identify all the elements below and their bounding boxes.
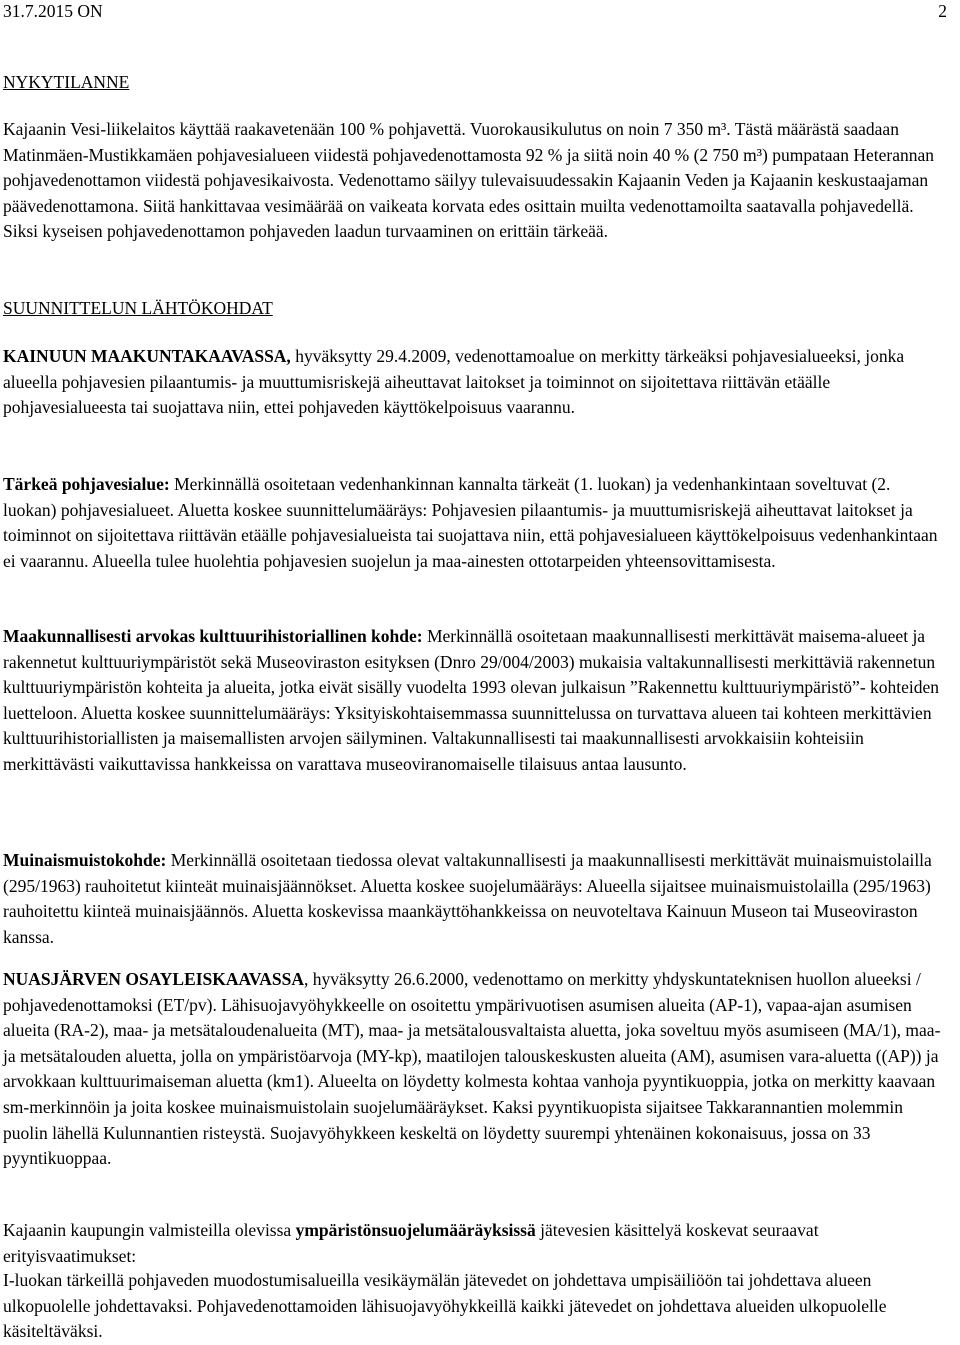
cultural-heritage-text: Merkinnällä osoitetaan maakunnallisesti merkittävät maisema-alueet ja rakennetut kulttuuriympäristöt sekä Museoviraston esityksen (Dnro 29/004/2003) mukaisia valtakunnallisesti merkittäviä rakennetun kulttuuriympäristön kohteita ja alueita, jotka eivät sisälly vuodelta 1993 olevan julkaisun ”Rakennettu kulttuuriympäristö”- kohteiden luetteloon. Aluetta koskee suunnittelumääräys: Yksityiskohtaisemmassa suunnittelussa on turvattava alueen tai kohteen merkittävien kulttuurihistoriallisten ja maisemallisten arvojen säilyminen. Valtakunnallisesti tai maakunnallisesti arvokkaisiin kohteisiin merkittävästi vaikuttavissa hankkeissa on varattava museoviranomaiselle tilaisuus antaa lausunto. (3, 626, 940, 774)
groundwater-area-label: Tärkeä pohjavesialue: (3, 474, 170, 494)
paragraph-ancient-monument (3, 848, 947, 950)
page-header (3, 0, 947, 26)
section-title-current-state: NYKYTILANNE (3, 72, 130, 92)
paragraph-master-plan (3, 967, 947, 1172)
header-date: 31.7.2015 ON (3, 1, 103, 21)
paragraph-wastewater-requirements: I-luokan tärkeillä pohjaveden muodostumisalueilla vesikäymälän jätevedet on johdettava umpisäiliöön tai johdettava alueen ulkopuolelle johdettavaksi. Pohjavedenottamoiden lähisuojavyöhykkeillä kaikki jätevedet on johdettava alueiden ulkopuolelle käsiteltäväksi. (3, 1270, 887, 1342)
master-plan-label: NUASJÄRVEN OSAYLEISKAAVASSA (3, 969, 305, 989)
paragraph-cultural-heritage (3, 624, 947, 778)
environmental-regulations-pre: Kajaanin kaupungin valmisteilla olevissa (3, 1220, 296, 1240)
master-plan-text: , hyväksytty 26.6.2000, vedenottamo on merkitty yhdyskuntateknisen huollon alueeksi / pohjavedenottamoksi (ET/pv). Lähisuojavyöhykkeelle on osoitettu ympärivuotisen asumisen alueita (AP-1), vapaa-ajan asumisen alueita (RA-2), maa- ja metsätaloudenalueita (MT), maa- ja metsätalousvaltaista aluetta, joka soveltuu myös asumiseen (MA/1), maa- ja metsätalouden aluetta, jolla on ympäristöarvoja (MY-kp), maatilojen talouskeskusten alueita (AM), asumisen vara-aluetta ((AP)) ja arvokkaan kulttuurimaiseman aluetta (km1). Alueelta on löydetty kolmesta kohtaa vanhoja pyyntikuoppia, jotka on merkitty kaavaan sm-merkinnöin ja joita koskee muinaismuistolain suojelumääräykset. Kaksi pyyntikuopista sijaitsee Takkarannantien molemmin puolin lähellä Kulunnantien risteystä. Suojavyöhykkeen keskeltä on löydetty suurempi yhtenäinen kokonaisuus, jossa on 33 pyyntikuoppaa. (3, 969, 941, 1169)
cultural-heritage-label: Maakunnallisesti arvokas kulttuurihistoriallinen kohde: (3, 626, 423, 646)
paragraph-regional-plan (3, 344, 947, 421)
section-title-planning-basis: SUUNNITTELUN LÄHTÖKOHDAT (3, 298, 273, 318)
groundwater-area-text: Merkinnällä osoitetaan vedenhankinnan kannalta tärkeät (1. luokan) ja vedenhankintaan soveltuvat (2. luokan) pohjavesialueet. Aluetta koskee suunnittelumääräys: Pohjavesien pilaantumis- ja muuttumisriskejä aiheuttavat laitokset ja toiminnot on sijoitettava riittävän etäälle pohjavesialueista tai suojattava niin, että pohjavesialueen käyttökelpoisuus vedenhankintaan ei vaarannu. Alueella tulee huolehtia pohjavesien suojelun ja maa-ainesten ottotarpeiden yhteensovittamisesta. (3, 474, 938, 571)
regional-plan-label: KAINUUN MAAKUNTAKAAVASSA, (3, 346, 291, 366)
regional-plan-text: hyväksytty 29.4.2009, vedenottamoalue on merkitty tärkeäksi pohjavesialueeksi, jonka alueella pohjavesien pilaantumis- ja muuttumisriskejä aiheuttavat laitokset ja toiminnot on sijoitettava riittävän etäälle pohjavesialueesta tai suojattava niin, ettei pohjaveden käyttökelpoisuus vaarannu. (3, 346, 905, 418)
paragraph-environmental-regulations (3, 1218, 947, 1269)
document-page (3, 0, 947, 1342)
environmental-regulations-label: ympäristönsuojelumääräyksissä (295, 1220, 536, 1240)
paragraph-groundwater-area (3, 472, 947, 574)
paragraph-current-state: Kajaanin Vesi-liikelaitos käyttää raakavetenään 100 % pohjavettä. Vuorokausikulutus on noin 7 350 m³. Tästä määrästä saadaan Matinmäen-Mustikkamäen pohjavesialueen viidestä pohjavedenottamosta 92 % ja siitä noin 40 % (2 750 m³) pumpataan Heterannan pohjavedenottamon viidestä pohjavesikaivosta. Vedenottamo säilyy tulevaisuudessakin Kajaanin Veden ja Kajaanin keskustaajaman päävedenottamona. Siitä hankittavaa vesimäärää on vaikeata korvata edes osittain muilta vedenottamoilta saatavalla pohjavedellä. Siksi kyseisen pohjavedenottamon pohjaveden laadun turvaaminen on erittäin tärkeää. (3, 119, 935, 242)
ancient-monument-label: Muinaismuistokohde: (3, 850, 167, 870)
ancient-monument-text: Merkinnällä osoitetaan tiedossa olevat valtakunnallisesti ja maakunnallisesti merkittävät muinaismuistolailla (295/1963) rauhoitetut kiinteät muinaisjäännökset. Aluetta koskee suojelumääräys: Alueella sijaitsee muinaismuistolailla (295/1963) rauhoitettu kiinteä muinaisjäännös. Aluetta koskevissa maankäyttöhankkeissa on neuvoteltava Kainuun Museon tai Museoviraston kanssa. (3, 850, 932, 947)
environmental-regulations-post: jätevesien käsittelyä koskevat seuraavat erityisvaatimukset: (3, 1220, 819, 1266)
page-number: 2 (938, 1, 947, 21)
